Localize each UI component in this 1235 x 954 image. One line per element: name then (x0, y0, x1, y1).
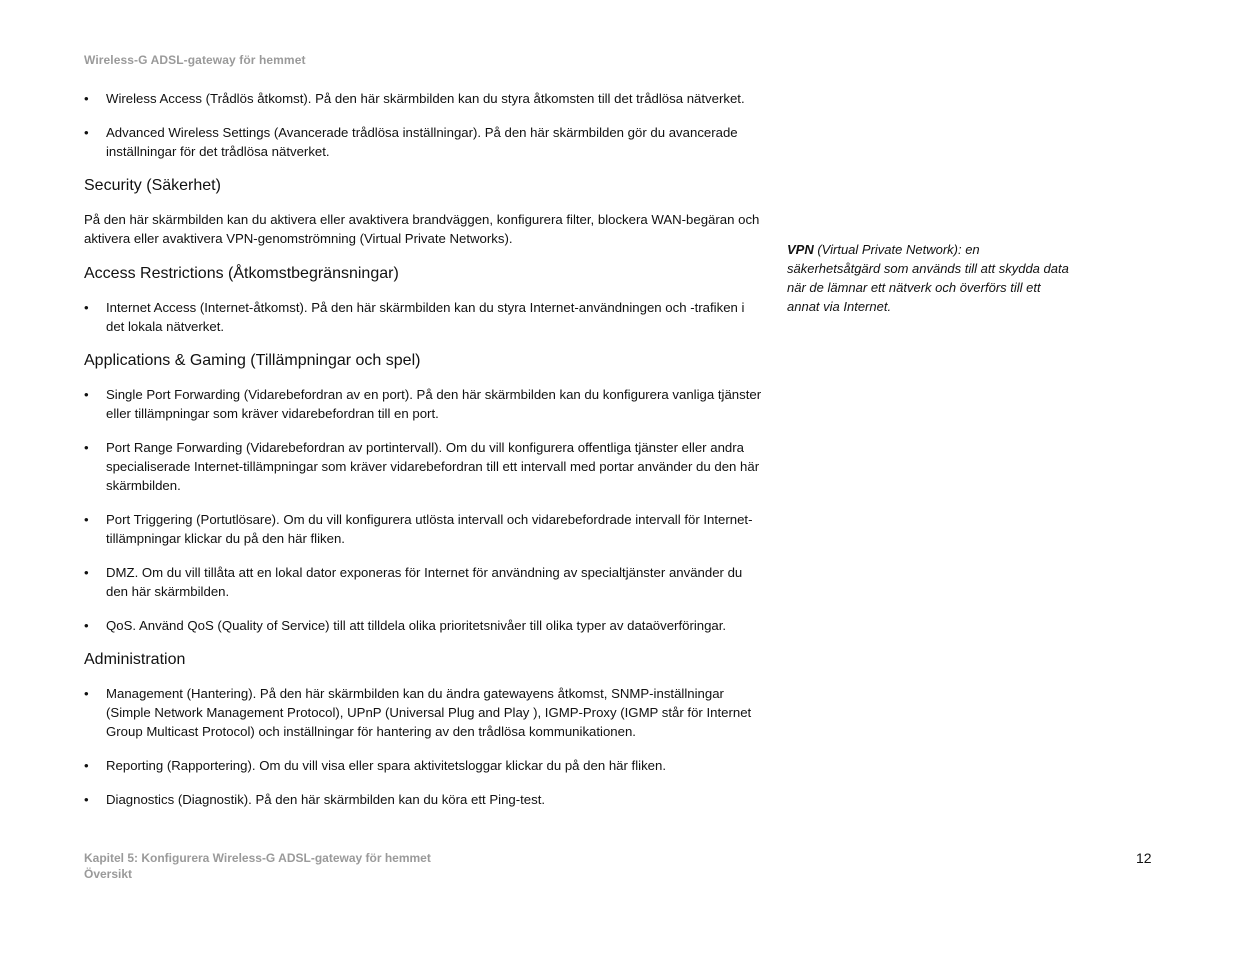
security-paragraph: På den här skärmbilden kan du aktivera eller avaktivera brandväggen, konfigurera filter, blockera WAN-begäran och aktivera eller avaktivera VPN-genomströmning (Virtual Private Networks). (84, 212, 760, 246)
footer-chapter: Kapitel 5: Konfigurera Wireless-G ADSL-gateway för hemmet (84, 851, 431, 865)
section-heading-applications-gaming: Applications & Gaming (Tillämpningar och spel) (84, 352, 421, 369)
list-item: • Reporting (Rapportering). Om du vill visa eller spara aktivitetsloggar klickar du på den här fliken. (84, 756, 764, 775)
sidebar-definition-text: (Virtual Private Network): en säkerhetsåtgärd som används till att skydda data när de lämnar ett nätverk och överförs till ett annat via Internet. (787, 242, 1069, 314)
list-item: • DMZ. Om du vill tillåta att en lokal dator exponeras för Internet för användning av specialtjänster använder du den här skärmbilden. (84, 563, 764, 601)
section-heading-security: Security (Säkerhet) (84, 177, 221, 194)
main-content (84, 89, 764, 824)
list-item: • Port Range Forwarding (Vidarebefordran av portintervall). Om du vill konfigurera offentliga tjänster eller andra specialiserade Internet-tillämpningar som kräver vidarebefordran till ett intervall med portar använder du den här skärmbilden. (84, 438, 764, 495)
list-item: • Wireless Access (Trådlös åtkomst). På den här skärmbilden kan du styra åtkomsten till det trådlösa nätverket. (84, 89, 764, 108)
sidebar-definition (787, 240, 1072, 316)
list-item: • Diagnostics (Diagnostik). På den här skärmbilden kan du köra ett Ping-test. (84, 790, 764, 809)
list-item: • Single Port Forwarding (Vidarebefordran av en port). På den här skärmbilden kan du konfigurera vanliga tjänster eller tillämpningar som kräver vidarebefordran till en port. (84, 385, 764, 423)
running-footer (84, 850, 431, 882)
sidebar-term: VPN (787, 242, 814, 257)
list-item: • Port Triggering (Portutlösare). Om du vill konfigurera utlösta intervall och vidarebefordrade intervall för Internet-tillämpningar klickar du på den här fliken. (84, 510, 764, 548)
running-header: Wireless-G ADSL-gateway för hemmet (84, 53, 306, 67)
list-item: • Management (Hantering). På den här skärmbilden kan du ändra gatewayens åtkomst, SNMP-inställningar (Simple Network Management Protocol), UPnP (Universal Plug and Play ), IGMP-Proxy (IGMP står för Internet Group Multicast Protocol) och inställningar för hantering av den trådlösa kommunikationen. (84, 684, 764, 741)
page-number: 12 (1136, 850, 1152, 866)
section-heading-access-restrictions: Access Restrictions (Åtkomstbegränsningar) (84, 265, 399, 282)
section-heading-administration: Administration (84, 651, 186, 668)
list-item: • QoS. Använd QoS (Quality of Service) till att tilldela olika prioritetsnivåer till olika typer av dataöverföringar. (84, 616, 764, 635)
list-item: • Advanced Wireless Settings (Avancerade trådlösa inställningar). På den här skärmbilden gör du avancerade inställningar för det trådlösa nätverket. (84, 123, 764, 161)
footer-section: Översikt (84, 867, 133, 881)
list-item: • Internet Access (Internet-åtkomst). På den här skärmbilden kan du styra Internet-användningen och -trafiken i det lokala nätverket. (84, 298, 764, 336)
